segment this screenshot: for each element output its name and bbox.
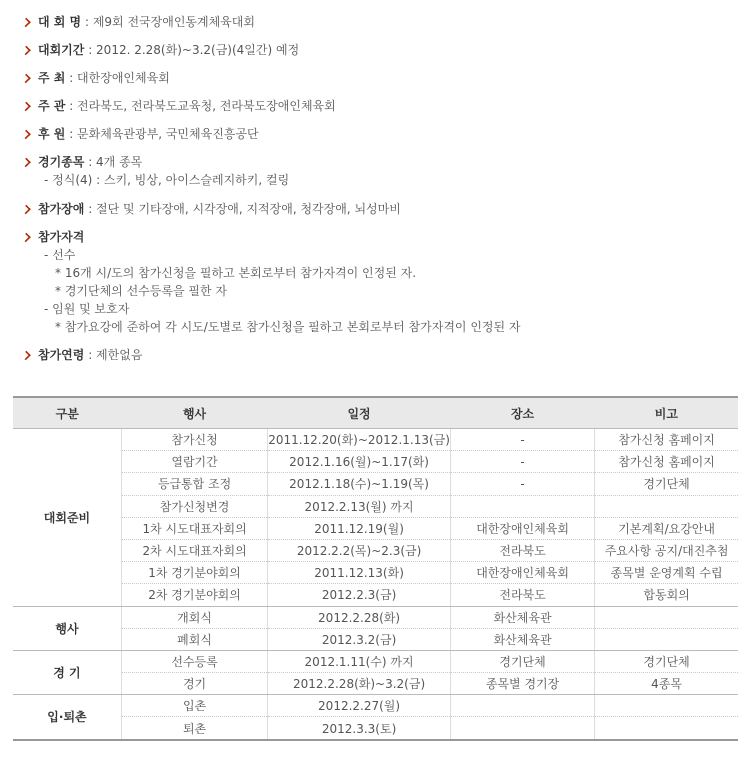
table-row: 열람기간 2012.1.16(월)~1.17(화) - 참가신청 홈페이지 — [13, 451, 738, 473]
table-row: 행사 개회식 2012.2.28(화) 화산체육관 — [13, 606, 738, 628]
table-row: 경 기 선수등록 2012.1.11(수) 까지 경기단체 경기단체 — [13, 650, 738, 672]
qualification-staff-heading: - 임원 및 보호자 — [44, 302, 130, 316]
arrow-bullet-icon — [21, 74, 31, 84]
category-cell: 행사 — [13, 606, 121, 650]
table-row: 폐회식 2012.3.2(금) 화산체육관 — [13, 628, 738, 650]
info-organizer: 주 관 : 전라북도, 전라북도교육청, 전라북도장애인체육회 — [22, 97, 336, 115]
sports-detail: - 정식(4) : 스키, 빙상, 아이스슬레지하키, 컬링 — [44, 173, 290, 187]
info-disabilities: 참가장애 : 절단 및 기타장애, 시각장애, 지적장애, 청각장애, 뇌성마비 — [22, 200, 401, 218]
arrow-bullet-icon — [21, 351, 31, 361]
table-row: 입·퇴촌 입촌 2012.2.27(월) — [13, 695, 738, 717]
arrow-bullet-icon — [21, 233, 31, 243]
info-sponsor: 후 원 : 문화체육관광부, 국민체육진흥공단 — [22, 125, 259, 143]
table-row: 대회준비 참가신청 2011.12.20(화)~2012.1.13(금) - 참가신청 홈페이지 — [13, 429, 738, 451]
qualification-athlete-2: * 경기단체의 선수등록을 필한 자 — [55, 284, 227, 298]
qualification-athlete-heading: - 선수 — [44, 248, 76, 262]
arrow-bullet-icon — [21, 130, 31, 140]
table-row: 1차 경기분야회의 2011.12.13(화) 대한장애인체육회 종목별 운영계획 수립 — [13, 562, 738, 584]
table-row: 1차 시도대표자회의 2011.12.19(월) 대한장애인체육회 기본계획/요강안내 — [13, 517, 738, 539]
qualification-staff-1: * 참가요강에 준하여 각 시도/도별로 참가신청을 필하고 본회로부터 참가자격이 인정된 자 — [55, 320, 521, 334]
info-host: 주 최 : 대한장애인체육회 — [22, 69, 170, 87]
category-cell: 경 기 — [13, 650, 121, 694]
header-venue: 장소 — [450, 397, 594, 429]
table-row: 참가신청변경 2012.2.13(월) 까지 — [13, 495, 738, 517]
info-age: 참가연령 : 제한없음 — [22, 346, 142, 364]
table-row: 2차 시도대표자회의 2012.2.2(목)~2.3(금) 전라북도 주요사항 공지/대진추첨 — [13, 539, 738, 561]
header-event: 행사 — [121, 397, 267, 429]
arrow-bullet-icon — [21, 205, 31, 215]
arrow-bullet-icon — [21, 158, 31, 168]
table-header-row — [13, 397, 738, 429]
info-event-name: 대 회 명 : 제9회 전국장애인동계체육대회 — [22, 13, 255, 31]
table-row: 퇴촌 2012.3.3(토) — [13, 717, 738, 740]
schedule-table — [13, 396, 738, 741]
info-sports: 경기종목 : 4개 종목 — [22, 153, 142, 171]
arrow-bullet-icon — [21, 46, 31, 56]
category-cell: 입·퇴촌 — [13, 695, 121, 740]
arrow-bullet-icon — [21, 102, 31, 112]
table-row: 경기 2012.2.28(화)~3.2(금) 종목별 경기장 4종목 — [13, 673, 738, 695]
category-cell: 대회준비 — [13, 429, 121, 607]
info-qualification: 참가자격 — [22, 228, 84, 246]
header-remarks: 비고 — [595, 397, 738, 429]
table-row: 등급통합 조정 2012.1.18(수)~1.19(목) - 경기단체 — [13, 473, 738, 495]
header-category: 구분 — [13, 397, 121, 429]
table-row: 2차 경기분야회의 2012.2.3(금) 전라북도 합동회의 — [13, 584, 738, 606]
info-period: 대회기간 : 2012. 2.28(화)~3.2(금)(4일간) 예정 — [22, 41, 299, 59]
arrow-bullet-icon — [21, 18, 31, 28]
qualification-athlete-1: * 16개 시/도의 참가신청을 필하고 본회로부터 참가자격이 인정된 자. — [55, 266, 417, 280]
header-schedule: 일정 — [268, 397, 451, 429]
